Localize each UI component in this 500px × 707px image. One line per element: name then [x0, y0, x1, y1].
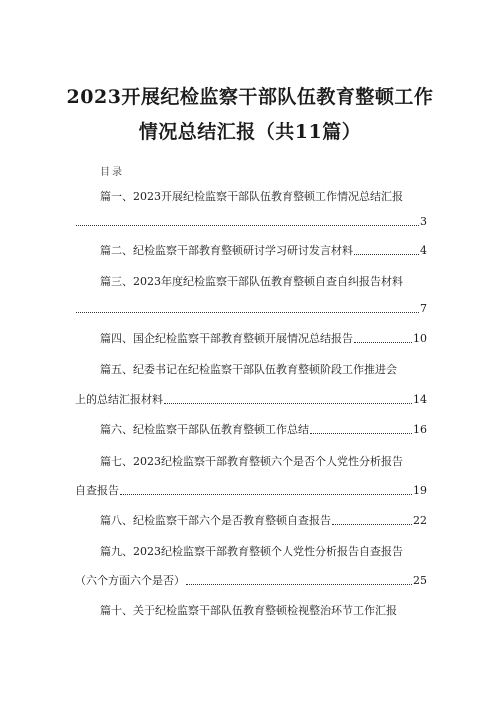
- toc-entry-label-cont: 上的总结汇报材料: [75, 393, 163, 406]
- toc-page-number: 14: [413, 393, 427, 406]
- dot-leader: [332, 521, 412, 525]
- toc-page-number: 4: [420, 244, 427, 257]
- toc-heading: 目录: [100, 167, 124, 178]
- toc-page-number: 19: [413, 484, 427, 497]
- toc-entry-label: 篇二、纪检监察干部教育整顿研讨学习研讨发言材料: [100, 244, 353, 257]
- toc-entry-2-line1: [100, 244, 427, 257]
- toc-entry-3-line1: [100, 275, 427, 288]
- toc-entry-label: 篇五、纪委书记在纪检监察干部队伍教育整顿阶段工作推进会: [100, 363, 397, 376]
- toc-entry-label: 篇十、关于纪检监察干部队伍教育整顿检视整治环节工作汇报: [100, 604, 397, 617]
- toc-entry-9-line2: [75, 574, 427, 587]
- dot-leader: [310, 430, 412, 434]
- document-title-line1: 2023开展纪检监察干部队伍教育整顿工作: [66, 86, 434, 108]
- toc-entry-label: 篇八、纪检监察干部六个是否教育整顿自查报告: [100, 514, 331, 527]
- toc-entry-label: 篇六、纪检监察干部队伍教育整顿工作总结: [100, 423, 309, 436]
- toc-entry-8-line1: [100, 514, 427, 527]
- document-title-line2: 情况总结汇报（共11篇）: [138, 121, 362, 143]
- toc-entry-7-line2: [75, 484, 427, 497]
- toc-page-number: 7: [420, 302, 427, 315]
- toc-page-number: 10: [413, 332, 427, 345]
- toc-page-number: 25: [413, 574, 427, 587]
- toc-entry-label: 篇九、2023纪检监察干部教育整顿个人党性分析报告自查报告: [100, 545, 403, 558]
- toc-entry-3-line2: [75, 302, 427, 315]
- toc-entry-1-line2: [75, 215, 427, 228]
- dot-leader: [354, 251, 419, 255]
- toc-entry-label: 篇七、2023纪检监察干部教育整顿六个是否个人党性分析报告: [100, 455, 403, 468]
- toc-page-number: 22: [413, 514, 427, 527]
- toc-entry-label-cont: 自查报告: [75, 484, 119, 497]
- dot-leader: [76, 309, 419, 313]
- dot-leader: [186, 581, 412, 585]
- toc-entry-1-line1: [100, 190, 427, 203]
- toc-entry-label: 篇三、2023年度纪检监察干部队伍教育整顿自查自纠报告材料: [100, 275, 403, 288]
- toc-page-number: 16: [413, 423, 427, 436]
- toc-entry-label-cont: （六个方面六个是否）: [75, 574, 185, 587]
- toc-entry-10-line1: [100, 604, 427, 617]
- toc-page-number: 3: [420, 215, 427, 228]
- dot-leader: [76, 222, 419, 226]
- dot-leader: [120, 491, 412, 495]
- toc-entry-6-line1: [100, 423, 427, 436]
- toc-entry-5-line1: [100, 363, 427, 376]
- toc-entry-7-line1: [100, 455, 427, 468]
- toc-entry-label: 篇四、国企纪检监察干部教育整顿开展情况总结报告: [100, 332, 353, 345]
- toc-entry-5-line2: [75, 393, 427, 406]
- dot-leader: [164, 400, 412, 404]
- dot-leader: [354, 339, 412, 343]
- toc-entry-label: 篇一、2023开展纪检监察干部队伍教育整顿工作情况总结汇报: [100, 190, 403, 203]
- toc-entry-4-line1: [100, 332, 427, 345]
- toc-entry-9-line1: [100, 545, 427, 558]
